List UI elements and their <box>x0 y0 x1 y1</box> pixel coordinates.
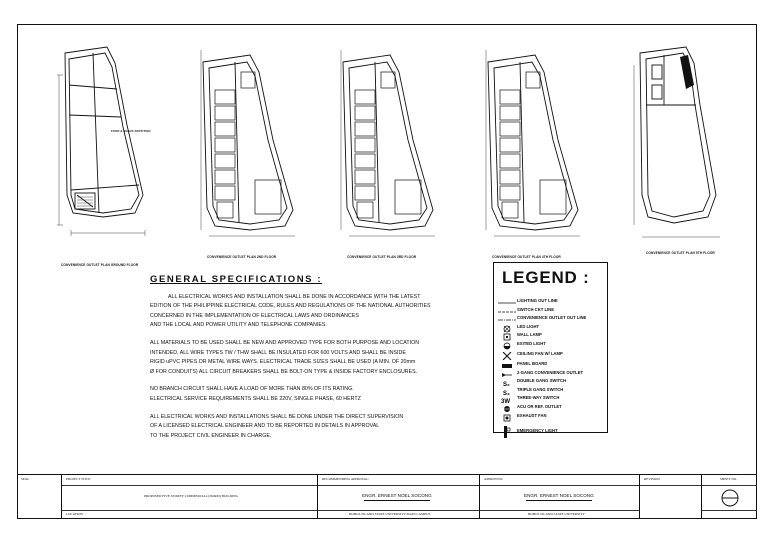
legend-item: LED LIGHT <box>497 325 605 333</box>
legend-item: S₂ DOUBLE GANG SWITCH <box>497 379 605 387</box>
third-floor-plan <box>335 50 445 259</box>
spec-line: Ø FOR CONDUITS) ALL CIRCUIT BREAKERS SHALL BE BOLT-ON TYPE & INSIDE FACTORY ENCLOSURES. <box>150 368 418 375</box>
legend-item: EMERGENCY LIGHT <box>497 426 605 438</box>
specifications-title: GENERAL SPECIFICATIONS : <box>150 274 323 285</box>
sheet-number-cell: SHEET NO. <box>701 475 757 519</box>
legend-item: SWITCH CKT LINE <box>497 308 605 316</box>
recommending-org: BOHOL ISLAND STATE UNIVERSITY MAIN CAMPUS <box>349 512 431 516</box>
svg-text:S₃: S₃ <box>503 390 510 396</box>
legend-item: S₃ TRIPLE GANG SWITCH <box>497 388 605 396</box>
ground-floor-plan <box>55 45 155 267</box>
exhaust-fan-icon <box>497 414 517 422</box>
legend-item: CONVENIENCE OUTLET OUT LINE <box>497 316 605 324</box>
revision-cell: REVISION <box>639 475 701 519</box>
sheet-symbol-icon <box>720 488 740 508</box>
location-label: LOCATION <box>66 512 83 516</box>
two-gang-outlet-icon <box>497 371 517 379</box>
project-title-cell: PROJECT TITLE PROPOSED FIVE-STOREY COMMERCIAL (DORM) BUILDING LOCATION <box>61 475 317 519</box>
legend-list <box>497 299 605 438</box>
fifth-floor-caption: CONVENIENCE OUTLET PLAN 5TH FLOOR <box>646 251 715 255</box>
spec-line: EDITION OF THE PHILIPPINE ELECTRICAL CODE, RULES AND REGULATIONS OF THE NATIONAL AUTHORITIES <box>150 303 431 310</box>
third-floor-caption: CONVENIENCE OUTLET PLAN 3RD FLOOR <box>347 255 417 259</box>
spec-line: NO BRANCH CIRCUIT SHALL HAVE A LOAD OF MORE THAN 80% OF ITS RATING. <box>150 386 354 393</box>
switch-line-icon <box>497 308 517 316</box>
recommending-cell: RECOMMENDING APPROVAL: ENGR. ERNEST NOEL SOCONG BOHOL ISLAND STATE UNIVERSITY MAIN CAMPUS <box>317 475 479 519</box>
legend-item: ACU OR REF. OUTLET <box>497 405 605 413</box>
svg-text:3W: 3W <box>501 399 510 405</box>
legend-item: CEILING FAN W/ LAMP <box>497 352 605 360</box>
spec-paragraph <box>150 339 490 377</box>
outlet-line-icon <box>497 316 517 324</box>
ceiling-fan-icon <box>497 352 517 360</box>
ground-floor-room-label: FOOD & SNACK PARTITION <box>111 129 151 133</box>
legend-item: PANEL BOARD <box>497 362 605 370</box>
triple-switch-icon <box>497 388 517 396</box>
spec-line: AND THE LOCAL AND POWER UTILITY AND TELEPHONE COMPANIES. <box>150 322 327 329</box>
fifth-floor-plan <box>628 45 738 255</box>
spec-line: OF A LICENSED ELECTRICAL ENGINEER AND TO BE REPORTED IN DETAILS IN APPROVAL <box>150 423 380 430</box>
title-block <box>17 474 757 519</box>
svg-text:S₂: S₂ <box>503 382 510 388</box>
panel-board-icon <box>497 362 517 370</box>
legend-item: EXHAUST FAN <box>497 414 605 422</box>
spec-line: TO THE PROJECT CIVIL ENGINEER IN CHARGE. <box>150 432 272 439</box>
three-way-switch-icon <box>497 396 517 404</box>
recommending-name: ENGR. ERNEST NOEL SOCONG <box>362 493 432 498</box>
double-switch-icon <box>497 379 517 387</box>
lighting-line-icon <box>497 299 517 307</box>
approved-name: ENGR. ERNEST NOEL SOCONG <box>524 493 594 498</box>
spec-line: CONCERNED IN THE IMPLEMENTATION OF ELECTRICAL LAWS AND ORDINANCES <box>150 312 359 319</box>
wall-lamp-icon <box>497 333 517 341</box>
spec-paragraph <box>150 413 490 442</box>
legend-item: LIGHTING OUT LINE <box>497 299 605 307</box>
emergency-light-icon <box>497 426 517 438</box>
spec-line: ELECTRICAL SERVICE REQUIREMENTS SHALL BE 220V, SINGLE PHASE, 60 HERTZ <box>150 395 361 402</box>
seal-cell: SEAL <box>21 477 30 481</box>
legend-item: WALL LAMP <box>497 333 605 341</box>
spec-paragraph <box>150 385 490 404</box>
legend-item: EXITED LIGHT <box>497 342 605 350</box>
second-floor-plan <box>195 50 305 259</box>
exit-light-icon <box>497 342 517 350</box>
approved-cell: APPROVED: ENGR. ERNEST NOEL SOCONG BOHOL ISLAND STATE UNIVERSITY <box>479 475 639 519</box>
ground-floor-caption: CONVENIENCE OUTLET PLAN GROUND FLOOR <box>61 263 139 267</box>
spec-line: INTENDED, ALL WIRE TYPES TW / THW SHALL BE INSULATED FOR 600 VOLTS AND SHALL BE INSIDE <box>150 349 406 356</box>
legend-item: 3W THREE-WAY SWITCH <box>497 396 605 404</box>
aircon-outlet-icon <box>497 405 517 413</box>
fourth-floor-caption: CONVENIENCE OUTLET PLAN 4TH FLOOR <box>492 255 561 259</box>
spec-line: ALL ELECTRICAL WORKS AND INSTALLATIONS SHALL BE DONE UNDER THE DIRECT SUPERVISION <box>150 413 404 420</box>
spec-paragraph <box>150 293 490 331</box>
spec-line: ALL ELECTRICAL WORKS AND INSTALLATION SHALL BE DONE IN ACCORDANCE WITH THE LATEST <box>168 293 421 300</box>
legend-box <box>493 262 608 433</box>
approved-org: BOHOL ISLAND STATE UNIVERSITY <box>528 512 585 516</box>
spec-line: ALL MATERIALS TO BE USED SHALL BE NEW AND APPROVED TYPE FOR BOTH PURPOSE AND LOCATION <box>150 339 420 346</box>
general-specifications <box>150 275 490 449</box>
legend-title: LEGEND : <box>502 268 590 287</box>
led-light-icon <box>497 325 517 333</box>
fourth-floor-plan <box>480 50 590 259</box>
spec-line: RIGID uPVC PIPES OR METAL WIRE WAYS. ELECTRICAL TRADE SIZES SHALL BE USED (A MIN. OF 20mm <box>150 359 416 366</box>
second-floor-caption: CONVENIENCE OUTLET PLAN 2ND FLOOR <box>207 255 277 259</box>
project-title: PROPOSED FIVE-STOREY COMMERCIAL (DORM) BUILDING <box>144 494 239 498</box>
legend-item: 2-GANG CONVENIENCE OUTLET <box>497 371 605 379</box>
